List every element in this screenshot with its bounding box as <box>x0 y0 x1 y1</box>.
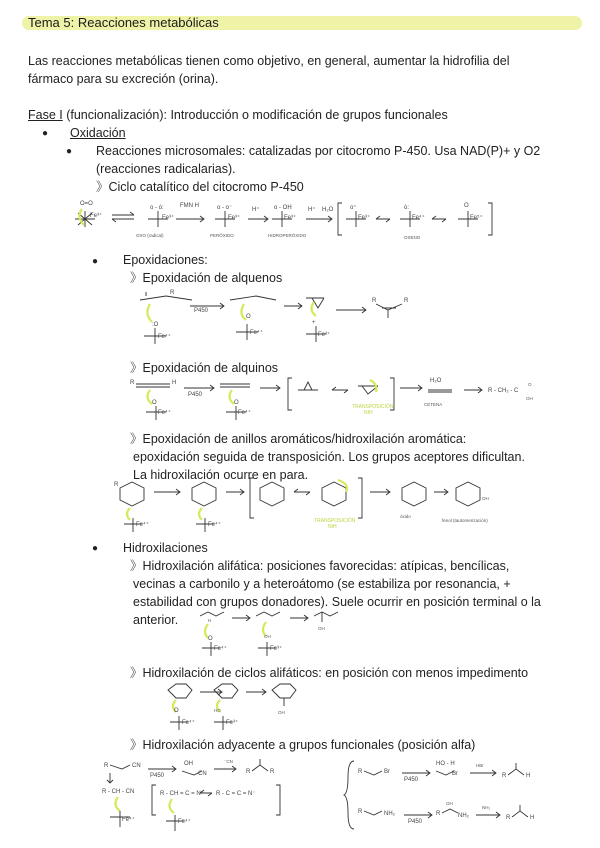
svg-text:TRANSPOSICIÓN: TRANSPOSICIÓN <box>352 404 394 410</box>
svg-text:CN: CN <box>132 763 141 769</box>
bullet-dot: ● <box>66 146 73 157</box>
svg-text:R: R <box>114 482 119 488</box>
svg-text:o - OH: o - OH <box>274 205 292 211</box>
svg-text:Fe⁴⁺: Fe⁴⁺ <box>250 330 263 336</box>
epox-aromaticos-line-3: La hidroxilación ocurre en para. <box>133 468 309 482</box>
epox-alquenos-heading: 》Epoxidación de alquenos <box>130 271 283 285</box>
svg-text:Fe³⁺: Fe³⁺ <box>226 720 239 726</box>
hidrox-ciclos-heading: 》Hidroxilación de ciclos alifáticos: en posición con menos impedimento <box>130 666 529 680</box>
svg-text:O: O <box>528 382 532 387</box>
svg-text:Fe⁴⁺: Fe⁴⁺ <box>238 410 251 416</box>
hidrox-alifatica-line-2: vecinas a carbonilo y a heteroátomo (se estabiliza por resonancia, + <box>133 577 511 591</box>
hidroxilaciones-heading: Hidroxilaciones <box>123 541 208 555</box>
svg-text:R - CH - CN: R - CH - CN <box>102 789 135 795</box>
svg-text:OH: OH <box>318 626 325 631</box>
svg-text:⁻CN: ⁻CN <box>224 759 233 764</box>
svg-text:R: R <box>502 773 507 779</box>
svg-text:NIH: NIH <box>364 410 373 416</box>
svg-text:R: R <box>506 815 511 821</box>
alpha-heteroatom-scheme <box>346 757 546 837</box>
svg-text:ȯ:: ȯ: <box>404 205 410 211</box>
svg-text:O: O <box>152 400 157 406</box>
svg-text:P450: P450 <box>408 819 423 825</box>
title-bar <box>22 16 582 30</box>
svg-text:H: H <box>172 380 177 386</box>
svg-text:CETENA: CETENA <box>424 402 443 407</box>
svg-text:OH: OH <box>446 801 453 806</box>
svg-text:Fe³⁺: Fe³⁺ <box>270 646 283 652</box>
bullet-dot: ● <box>92 543 99 554</box>
svg-text:Fe⁴⁺: Fe⁴⁺ <box>412 215 425 221</box>
svg-text:R: R <box>170 290 175 296</box>
svg-text:H: H <box>208 618 212 623</box>
svg-text:H⁺: H⁺ <box>252 207 260 213</box>
microsomales-line-2: (reacciones radicalarias). <box>96 162 236 176</box>
fase-description: (funcionalización): Introducción o modificación de grupos funcionales <box>62 108 448 122</box>
svg-text:TRANSPOSICIÓN: TRANSPOSICIÓN <box>314 518 356 524</box>
svg-text:OH: OH <box>264 634 271 639</box>
svg-text:Fe³⁺: Fe³⁺ <box>90 213 103 219</box>
svg-text:R: R <box>372 298 377 304</box>
alkene-epoxidation-scheme <box>126 288 426 348</box>
svg-text:Fe⁴⁺: Fe⁴⁺ <box>158 410 171 416</box>
aromatic-hydroxylation-scheme <box>110 478 510 532</box>
oxidacion-heading: Oxidación <box>70 126 126 140</box>
svg-text:Fe⁴⁺: Fe⁴⁺ <box>214 646 227 652</box>
svg-text:O: O <box>234 400 239 406</box>
svg-text:O=O: O=O <box>80 201 93 207</box>
epoxidaciones-heading: Epoxidaciones: <box>123 253 208 267</box>
svg-text:Fe⁴⁺: Fe⁴⁺ <box>182 720 195 726</box>
svg-text:Fe³⁺: Fe³⁺ <box>284 215 297 221</box>
svg-text:Fe³⁺: Fe³⁺ <box>358 215 371 221</box>
svg-text:OH: OH <box>482 496 489 501</box>
svg-text:NIH: NIH <box>328 524 337 530</box>
svg-text:Br: Br <box>384 769 390 775</box>
svg-text:Fe⁴⁺: Fe⁴⁺ <box>208 522 221 528</box>
svg-text:P450: P450 <box>150 773 165 779</box>
svg-text:NH₂: NH₂ <box>482 805 491 810</box>
intro-line-1: Las reacciones metabólicas tienen como objetivo, en general, aumentar la hidrofilia del <box>28 54 510 68</box>
svg-text:óxido: óxido <box>400 514 411 519</box>
svg-text:O: O <box>464 203 469 209</box>
svg-text:o⁺: o⁺ <box>350 205 357 211</box>
svg-text:+: + <box>312 320 316 326</box>
svg-text:R - CH₂ - C: R - CH₂ - C <box>488 388 519 394</box>
catalytic-cycle-scheme <box>70 197 500 245</box>
svg-text:HIDROPERÓXIDO: HIDROPERÓXIDO <box>268 233 307 238</box>
page-title: Tema 5: Reacciones metabólicas <box>28 15 219 30</box>
svg-text:H: H <box>530 815 535 821</box>
bullet-dot: ● <box>42 128 49 139</box>
epox-alquinos-heading: 》Epoxidación de alquinos <box>130 361 279 375</box>
svg-text:H₂O: H₂O <box>430 378 442 384</box>
svg-text:OXENO: OXENO <box>404 235 421 240</box>
epox-aromaticos-line-2: epoxidación seguida de transposición. Los grupos aceptores dificultan. <box>133 450 525 464</box>
svg-text:NH₂: NH₂ <box>384 811 395 817</box>
svg-text:fenol (tautomerización): fenol (tautomerización) <box>442 518 488 523</box>
svg-text:R - CH = C = N⁻: R - CH = C = N⁻ <box>160 791 204 797</box>
cycle-hydroxylation-scheme <box>162 682 332 734</box>
svg-text::O: :O <box>152 322 159 328</box>
svg-text:OH: OH <box>526 396 533 401</box>
svg-text:OH: OH <box>278 710 285 715</box>
svg-text:OH: OH <box>184 761 193 767</box>
ciclo-heading: 》Ciclo catalítico del citocromo P-450 <box>96 180 304 194</box>
svg-text:o - o⁻: o - o⁻ <box>217 205 233 211</box>
svg-text:CN: CN <box>198 771 207 777</box>
svg-text:R: R <box>104 763 109 769</box>
svg-text:R: R <box>404 298 409 304</box>
svg-text:R: R <box>130 380 135 386</box>
svg-text:O: O <box>208 636 213 642</box>
svg-text:P450: P450 <box>188 392 203 398</box>
svg-text:o - ȯ:: o - ȯ: <box>150 205 164 211</box>
svg-text:Fe³⁺: Fe³⁺ <box>228 215 241 221</box>
svg-text:R: R <box>436 811 441 817</box>
epox-aromaticos-line-1: 》Epoxidación de anillos aromáticos/hidroxilación aromática: <box>130 432 467 446</box>
svg-text:PERÓXIDO: PERÓXIDO <box>210 233 234 238</box>
svg-text:P450: P450 <box>194 308 209 314</box>
svg-text:Fe⁴⁺: Fe⁴⁺ <box>136 522 149 528</box>
svg-text:HO - H: HO - H <box>436 761 455 767</box>
svg-text:OXO (radical): OXO (radical) <box>136 233 164 238</box>
hidrox-alifatica-line-3: estabilidad con grupos donadores). Suele ocurrir en posición terminal o la <box>133 595 541 609</box>
fase-label: Fase I <box>28 108 63 122</box>
alkyne-epoxidation-scheme <box>126 376 536 424</box>
microsomales-line-1: Reacciones microsomales: catalizadas por citocromo P-450. Usa NAD(P)+ y O2 <box>96 144 541 158</box>
svg-text:HO: HO <box>214 708 221 713</box>
alpha-nitrile-scheme <box>100 757 300 837</box>
svg-text:NH₂: NH₂ <box>458 813 469 819</box>
svg-text:R: R <box>270 769 275 775</box>
svg-text:O: O <box>246 314 251 320</box>
hidrox-adyacente-heading: 》Hidroxilación adyacente a grupos funcionales (posición alfa) <box>130 738 476 752</box>
intro-line-2: fármaco para su excreción (orina). <box>28 72 219 86</box>
svg-text:Fe⁵⁺: Fe⁵⁺ <box>470 215 483 221</box>
svg-text:Fe⁴⁺: Fe⁴⁺ <box>122 817 135 823</box>
svg-text:R: R <box>246 769 251 775</box>
svg-text:Fe³⁺: Fe³⁺ <box>162 215 175 221</box>
svg-text:Br: Br <box>452 771 458 777</box>
svg-text:H⁺: H⁺ <box>308 207 316 213</box>
svg-text:H: H <box>526 773 531 779</box>
bullet-dot: ● <box>92 256 99 267</box>
svg-text:H₂O: H₂O <box>322 207 334 213</box>
svg-text:R: R <box>358 809 363 815</box>
svg-text:Fe⁴⁺: Fe⁴⁺ <box>158 334 171 340</box>
fase-heading <box>28 107 448 124</box>
svg-text:R: R <box>358 769 363 775</box>
hidrox-alifatica-line-1: 》Hidroxilación alifática: posiciones favorecidas: atípicas, bencílicas, <box>130 559 510 573</box>
hidrox-alifatica-line-4: anterior. <box>133 613 179 627</box>
svg-text:Fe³⁺: Fe³⁺ <box>318 332 331 338</box>
svg-text:O: O <box>174 708 179 714</box>
svg-text:R - C = C = N⁻: R - C = C = N⁻ <box>216 791 256 797</box>
svg-text:FMN H: FMN H <box>180 203 199 209</box>
svg-text:Fe⁴⁺: Fe⁴⁺ <box>178 819 191 825</box>
svg-text:HBr: HBr <box>476 763 484 768</box>
svg-text:P450: P450 <box>404 777 419 783</box>
aliphatic-hydroxylation-scheme <box>196 608 356 664</box>
